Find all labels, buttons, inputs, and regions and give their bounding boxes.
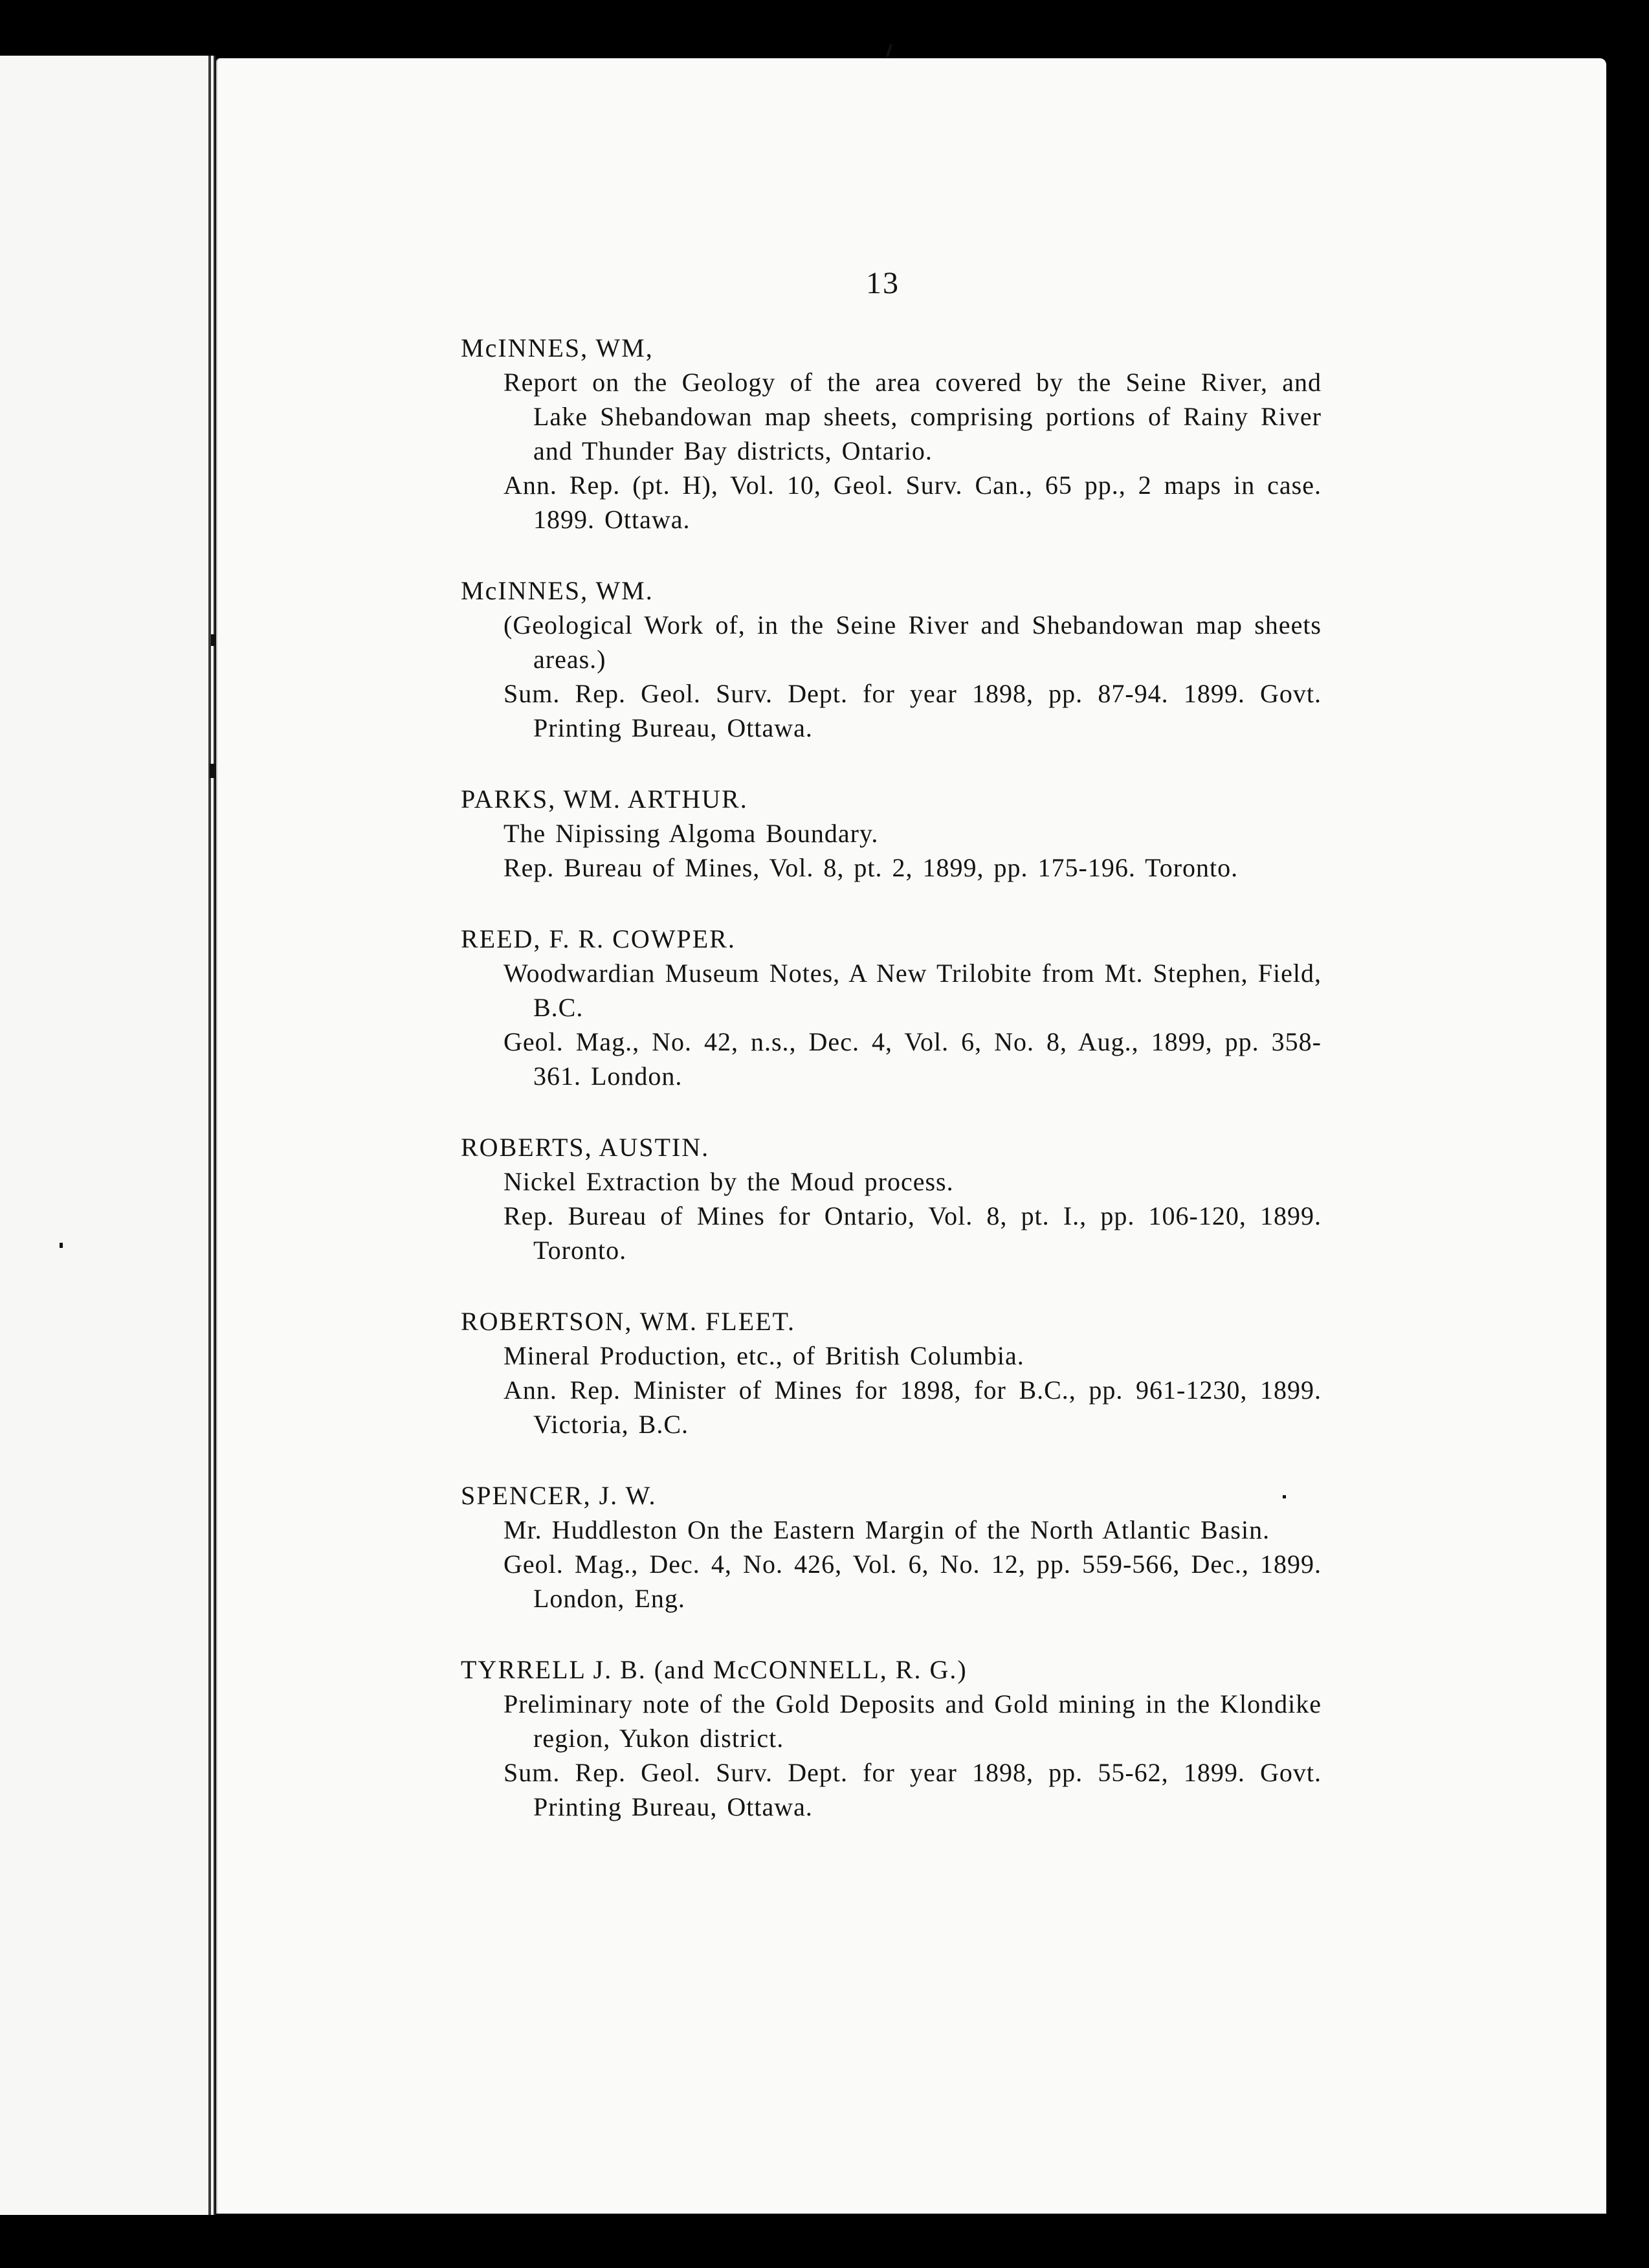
entry-title: Preliminary note of the Gold Deposits and Gold mining in the Klondike region, Yukon district. bbox=[504, 1689, 1322, 1753]
entry-title: Mr. Huddleston On the Eastern Margin of the North Atlantic Basin. bbox=[504, 1515, 1270, 1544]
entry-author: ROBERTS, AUSTIN. bbox=[461, 1133, 710, 1162]
entry-citation: Rep. Bureau of Mines for Ontario, Vol. 8, pt. I., pp. 106-120, 1899. Toronto. bbox=[504, 1201, 1322, 1265]
entry-citation: Geol. Mag., No. 42, n.s., Dec. 4, Vol. 6, No. 8, Aug., 1899, pp. 358-361. London. bbox=[504, 1027, 1322, 1091]
entry-citation: Ann. Rep. Minister of Mines for 1898, for B.C., pp. 961-1230, 1899. Victoria, B.C. bbox=[504, 1375, 1322, 1439]
left-page-edge bbox=[0, 56, 216, 2215]
entry-citation: Geol. Mag., Dec. 4, No. 426, Vol. 6, No. 12, pp. 559-566, Dec., 1899. London, Eng. bbox=[504, 1550, 1322, 1613]
entry-citation: Rep. Bureau of Mines, Vol. 8, pt. 2, 1899, pp. 175-196. Toronto. bbox=[504, 853, 1239, 882]
bibliography-entry bbox=[461, 783, 1322, 885]
bibliography-entry bbox=[461, 574, 1322, 745]
scan-speck bbox=[886, 44, 892, 57]
scan-speck bbox=[210, 764, 216, 778]
entry-author: REED, F. R. COWPER. bbox=[461, 924, 736, 953]
bibliography-entry bbox=[461, 1479, 1322, 1616]
entry-title: Mineral Production, etc., of British Columbia. bbox=[504, 1341, 1024, 1370]
entry-title: The Nipissing Algoma Boundary. bbox=[504, 819, 879, 848]
page-number: 13 bbox=[866, 266, 900, 300]
entry-citation: Sum. Rep. Geol. Surv. Dept. for year 1898, pp. 87-94. 1899. Govt. Printing Bureau, Ottawa. bbox=[504, 679, 1322, 742]
bibliography-entry bbox=[461, 1305, 1322, 1441]
entry-author: McINNES, WM. bbox=[461, 576, 654, 605]
entry-citation: Sum. Rep. Geol. Surv. Dept. for year 1898, pp. 55-62, 1899. Govt. Printing Bureau, Ottawa. bbox=[504, 1758, 1322, 1821]
entry-title: Woodwardian Museum Notes, A New Trilobite from Mt. Stephen, Field, B.C. bbox=[504, 959, 1322, 1022]
bibliography-entry bbox=[461, 331, 1322, 537]
bibliography-entry bbox=[461, 1131, 1322, 1267]
entry-author: SPENCER, J. W. bbox=[461, 1481, 657, 1510]
entry-author: ROBERTSON, WM. FLEET. bbox=[461, 1307, 796, 1336]
bibliography-entry bbox=[461, 922, 1322, 1093]
scan-speck bbox=[60, 1243, 63, 1248]
entry-author: PARKS, WM. ARTHUR. bbox=[461, 784, 748, 814]
entry-citation: Ann. Rep. (pt. H), Vol. 10, Geol. Surv. Can., 65 pp., 2 maps in case. 1899. Ottawa. bbox=[504, 471, 1322, 534]
scan-speck bbox=[1283, 1495, 1286, 1498]
entry-title: Nickel Extraction by the Moud process. bbox=[504, 1167, 954, 1196]
scan-speck bbox=[211, 634, 216, 646]
entry-title: (Geological Work of, in the Seine River and Shebandowan map sheets areas.) bbox=[504, 610, 1322, 674]
bibliography-list bbox=[461, 331, 1322, 1862]
entry-author: TYRRELL J. B. (and McCONNELL, R. G.) bbox=[461, 1655, 968, 1684]
gutter-line bbox=[208, 56, 211, 2215]
entry-author: McINNES, WM, bbox=[461, 333, 654, 362]
bibliography-entry bbox=[461, 1653, 1322, 1824]
entry-title: Report on the Geology of the area covered by the Seine River, and Lake Shebandowan map sheets, comprising portions of Rainy River and Thunder Bay districts, Ontario. bbox=[504, 368, 1322, 465]
